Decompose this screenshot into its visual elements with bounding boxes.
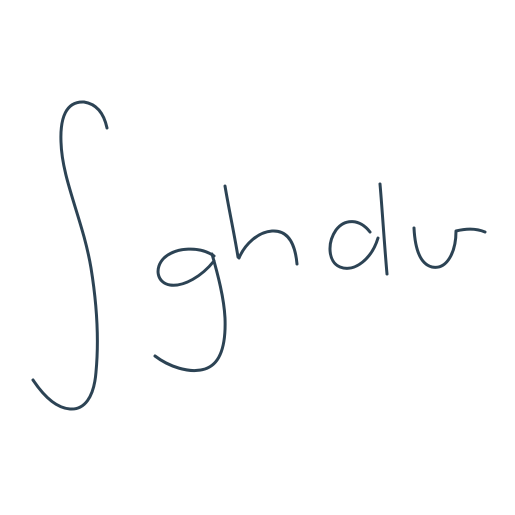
letter-g-stem-stroke xyxy=(155,254,225,371)
letter-d-bowl-stroke xyxy=(330,222,378,269)
letter-h-ascender-stroke xyxy=(225,186,238,257)
letter-d-ascender-stroke xyxy=(380,184,387,274)
integral-sign-stroke xyxy=(33,102,107,409)
letter-h-hump-stroke xyxy=(239,231,297,264)
letter-u-stroke xyxy=(414,228,485,267)
letter-g-bowl-stroke xyxy=(158,249,214,285)
